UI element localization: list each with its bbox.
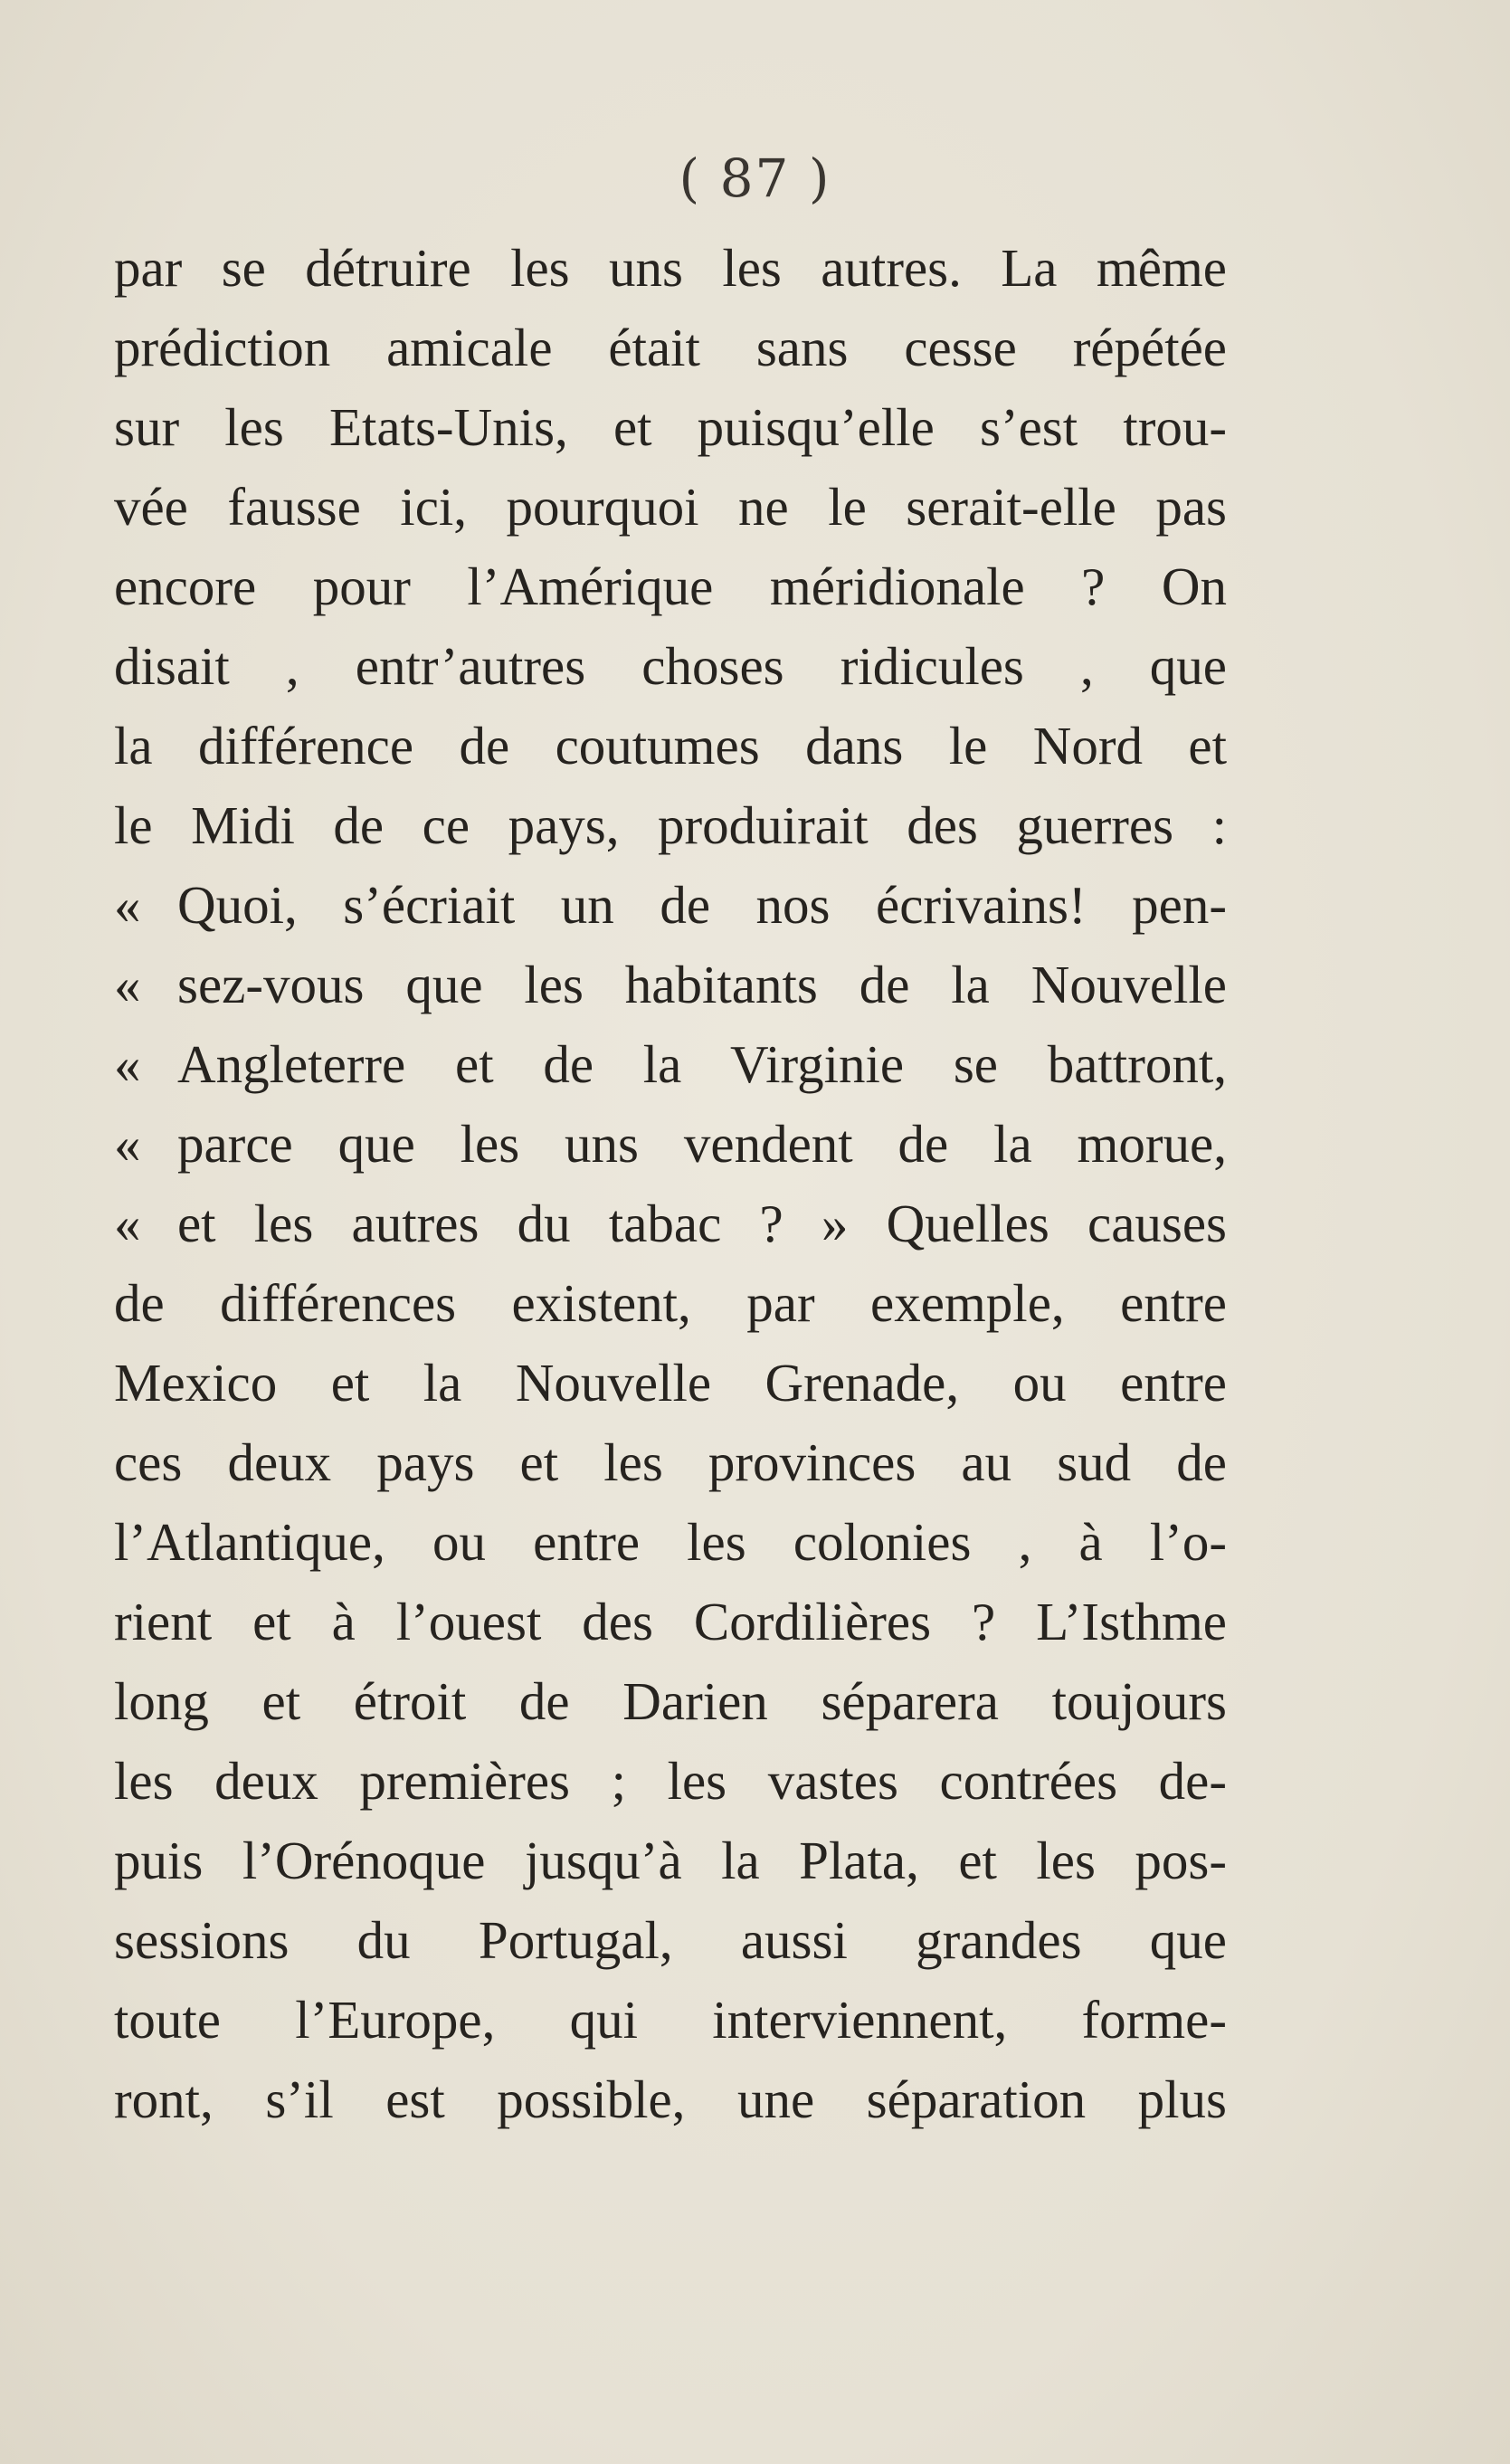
quoted-line — [114, 1024, 1227, 1104]
text-line: par se détruire les uns les autres. La même — [114, 238, 1227, 298]
text-line: puis l’Orénoque jusqu’à la Plata, et les pos- — [114, 1831, 1227, 1890]
text-line: l’Atlantique, ou entre les colonies , à l’o- — [114, 1512, 1227, 1572]
quoted-line — [114, 945, 1227, 1024]
quote-mark: « — [114, 875, 141, 935]
page-number: ( 87 ) — [679, 147, 831, 209]
quoted-line — [114, 865, 1227, 945]
text-line: ces deux pays et les provinces au sud de — [114, 1432, 1227, 1492]
text-line: les deux premières ; les vastes contrées de- — [114, 1751, 1227, 1811]
quote-mark: « — [114, 1194, 141, 1253]
text-line: vée fausse ici, pourquoi ne le serait-elle pas — [114, 477, 1227, 537]
quoted-text: parce que les uns vendent de la morue, — [177, 1114, 1227, 1174]
quote-mark: « — [114, 1034, 141, 1094]
text-line: toute l’Europe, qui interviennent, forme- — [114, 1990, 1227, 2050]
quoted-line — [114, 1184, 1227, 1263]
quoted-text: sez-vous que les habitants de la Nouvelle — [177, 955, 1227, 1014]
text-line: sur les Etats-Unis, et puisqu’elle s’est trou- — [114, 397, 1227, 457]
text-line: disait , entr’autres choses ridicules , que — [114, 636, 1227, 696]
text-line: de différences existent, par exemple, entre — [114, 1273, 1227, 1333]
body-text — [114, 228, 1227, 2139]
quoted-line — [114, 1104, 1227, 1184]
text-line: prédiction amicale était sans cesse répétée — [114, 318, 1227, 377]
quote-mark: « — [114, 1114, 141, 1174]
text-line: Mexico et la Nouvelle Grenade, ou entre — [114, 1353, 1227, 1413]
text-line: le Midi de ce pays, produirait des guerres : — [114, 795, 1227, 855]
quote-mark: « — [114, 955, 141, 1014]
text-line: la différence de coutumes dans le Nord et — [114, 716, 1227, 775]
quoted-text: Quoi, s’écriait un de nos écrivains! pen- — [177, 875, 1227, 935]
text-line: rient et à l’ouest des Cordilières ? L’Isthme — [114, 1592, 1227, 1651]
quoted-text: et les autres du tabac ? » Quelles causes — [177, 1194, 1227, 1253]
text-line: encore pour l’Amérique méridionale ? On — [114, 557, 1227, 616]
quoted-text: Angleterre et de la Virginie se battront, — [177, 1034, 1227, 1094]
text-line: sessions du Portugal, aussi grandes que — [114, 1910, 1227, 1970]
text-line: ront, s’il est possible, une séparation plus — [114, 2069, 1227, 2129]
text-line: long et étroit de Darien séparera toujours — [114, 1671, 1227, 1731]
